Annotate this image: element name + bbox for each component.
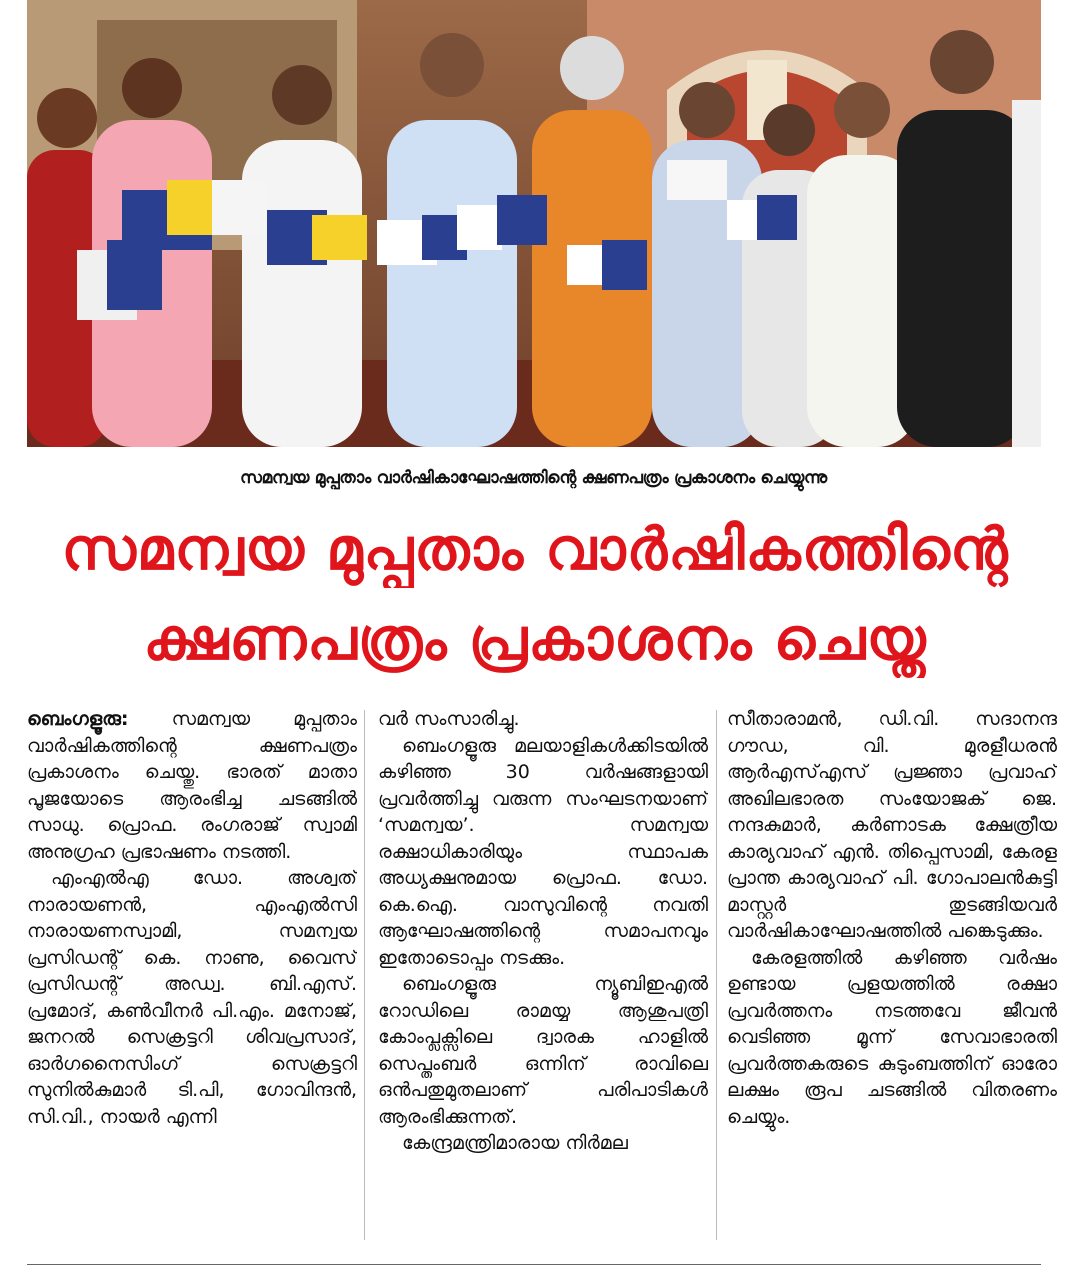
column-divider — [716, 710, 717, 1240]
photo-illustration — [27, 0, 1041, 447]
news-photo — [27, 0, 1041, 447]
article-paragraph: കേരളത്തിൽ കഴിഞ്ഞ വർഷം ഉണ്ടായ പ്രളയത്തിൽ രക്ഷാ പ്രവർത്തനം നടത്തവേ ജീവൻ വെടിഞ്ഞ മൂന്ന് സേവാഭാരതി പ്രവർത്തകരുടെ കുടുംബത്തിന് ഓരോ ലക്ഷം രൂപ ചടങ്ങിൽ വിതരണം ചെയ്യും. — [727, 946, 1057, 1128]
article-paragraph: എംഎൽഎ ഡോ. അശ്വത് നാരായണൻ, എംഎൽസി നാരായണസ്വാമി, സമന്വയ പ്രസിഡന്റ് കെ. നാണു, വൈസ് പ്രസിഡന്റ് അഡ്വ. ബി.എസ്. പ്രമോദ്, കൺവീനർ പി.എം. മനോജ്, ജനറൽ സെക്രട്ടറി ശിവപ്രസാദ്, ഓർഗനൈസിംഗ് സെക്രട്ടറി സുനിൽകുമാർ ടി.പി, ഗോവിന്ദൻ, സി.വി., നായർ എന്നി — [27, 867, 357, 1128]
article-paragraph: വർ സംസാരിച്ചു. — [378, 708, 520, 730]
article-paragraph: ബെംഗളൂരു ന്യൂബിഇഎൽ റോഡിലെ രാമയ്യ ആശുപത്രി കോംപ്ലക്സിലെ ദ്വാരക ഹാളിൽ സെപ്തംബർ ഒന്നിന് രാവിലെ ഒൻപതുമുതലാണ് പരിപാടികൾ ആരംഭിക്കുന്നത്. — [378, 973, 708, 1128]
article-column-3 — [727, 706, 1057, 1246]
article-paragraph: ബെംഗളൂരു മലയാളികൾക്കിടയിൽ കഴിഞ്ഞ 30 വർഷങ്ങളായി പ്രവർത്തിച്ചു വരുന്ന സംഘടനയാണ് ‘സമന്വയ’. സമന്വയ രക്ഷാധികാരിയും സ്ഥാപക അധ്യക്ഷനുമായ പ്രൊഫ. ഡോ. കെ.ഐ. വാസുവിന്റെ നവതി ആഘോഷത്തിന്റെ സമാപനവും ഇതോടൊപ്പം നടക്കും. — [378, 734, 708, 969]
column-divider — [364, 710, 365, 1240]
article-column-2 — [378, 706, 708, 1246]
article-column-1 — [27, 706, 357, 1246]
article-paragraph — [27, 706, 357, 865]
article-paragraph: കേന്ദ്രമന്ത്രിമാരായ നിർമല — [402, 1132, 628, 1154]
bottom-rule — [27, 1264, 1041, 1265]
paragraph-text: സമന്വയ മുപ്പതാം വാർഷികത്തിന്റെ ക്ഷണപത്രം പ്രകാശനം ചെയ്തു. ഭാരത് മാതാ പൂജയോടെ ആരംഭിച്ച ചടങ്ങിൽ സാധു. പ്രൊഫ. രംഗരാജ് സ്വാമി അനുഗ്രഹ പ്രഭാഷണം നടത്തി. — [27, 708, 357, 863]
photo-caption: സമന്വയ മുപ്പതാം വാർഷികാഘോഷത്തിന്റെ ക്ഷണപത്രം പ്രകാശനം ചെയ്യുന്നു — [240, 468, 827, 488]
article-paragraph: സീതാരാമൻ, ഡി.വി. സദാനന്ദ ഗൗഡ, വി. മുരളീധരൻ ആർഎസ്എസ് പ്രജ്ഞാ പ്രവാഹ് അഖിലഭാരത സംയോജക് ജെ. നന്ദകുമാർ, കർണാടക ക്ഷേത്രീയ കാര്യവാഹ് എൻ. തിപ്പെസാമി, കേരള പ്രാന്ത കാര്യവാഹ് പി. ഗോപാലൻകുട്ടി മാസ്റ്റർ തുടങ്ങിയവർ വാർഷികാഘോഷത്തിൽ പങ്കെടുക്കും. — [727, 708, 1057, 942]
dateline: ബെംഗളൂരു: — [27, 708, 129, 730]
headline-line-2: ക്ഷണപത്രം പ്രകാശനം ചെയ്തു — [143, 605, 927, 673]
headline-line-1: സമന്വയ മുപ്പതാം വാർഷികത്തിന്റെ — [61, 515, 1009, 583]
